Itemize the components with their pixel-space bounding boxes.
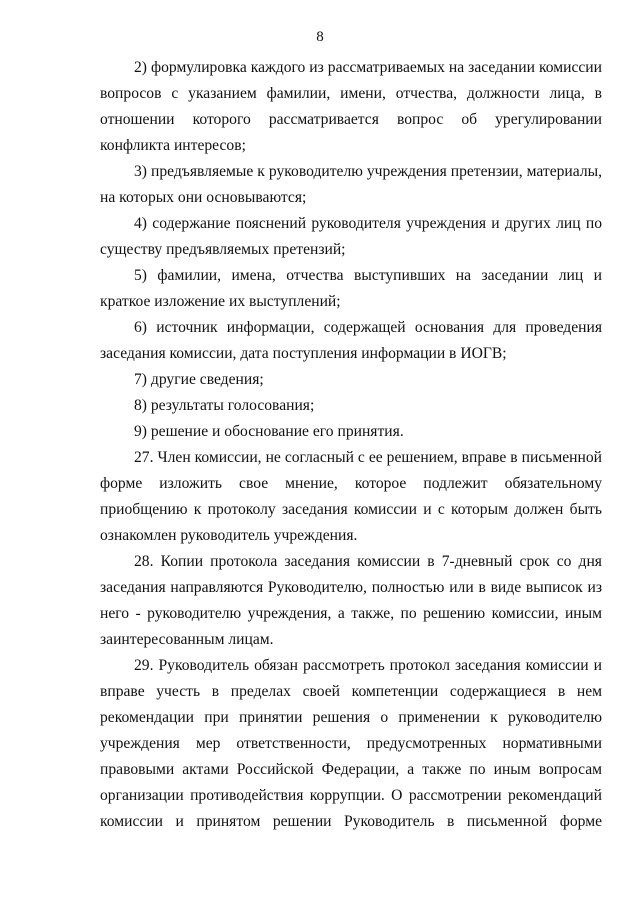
paragraph-item-2: 2) формулировка каждого из рассматриваемых на заседании комиссии вопросов с указанием фамилии, имени, отчества, должности лица, в отношении которого рассматривается вопрос об урегулировании конфликта интересов;	[100, 59, 602, 154]
paragraph-item-4: 4) содержание пояснений руководителя учреждения и других лиц по существу предъявляемых претензий;	[100, 215, 602, 258]
paragraph-item-9: 9) решение и обоснование его принятия.	[134, 423, 404, 440]
paragraph-clause-27: 27. Член комиссии, не согласный с ее решением, вправе в письменной форме изложить свое мнение, которое подлежит обязательному приобщению к протоколу заседания комиссии и с которым должен быть ознакомлен руководитель учреждения.	[100, 449, 602, 544]
page-number: 8	[316, 29, 324, 45]
paragraph-item-8: 8) результаты голосования;	[134, 397, 315, 414]
document-body	[100, 55, 602, 835]
paragraph-clause-29: 29. Руководитель обязан рассмотреть протокол заседания комиссии и вправе учесть в пределах своей компетенции содержащиеся в нем рекомендации при принятии решения о применении к руководителю учреждения мер ответственности, предусмотренных нормативными правовыми актами Российской Федерации, а также по иным вопросам организации противодействия коррупции. О рассмотрении рекомендаций комиссии и принятом решении Руководитель в письменной форме	[100, 657, 602, 830]
paragraph-clause-28: 28. Копии протокола заседания комиссии в 7-дневный срок со дня заседания направляются Руководителю, полностью или в виде выписок из него - руководителю учреждения, а также, по решению комиссии, иным заинтересованным лицам.	[100, 553, 602, 648]
paragraph-item-3: 3) предъявляемые к руководителю учреждения претензии, материалы, на которых они основываются;	[100, 163, 602, 206]
paragraph-item-7: 7) другие сведения;	[134, 371, 264, 388]
paragraph-item-5: 5) фамилии, имена, отчества выступивших на заседании лиц и краткое изложение их выступлений;	[100, 267, 602, 310]
paragraph-item-6: 6) источник информации, содержащей основания для проведения заседания комиссии, дата поступления информации в ИОГВ;	[100, 319, 602, 362]
